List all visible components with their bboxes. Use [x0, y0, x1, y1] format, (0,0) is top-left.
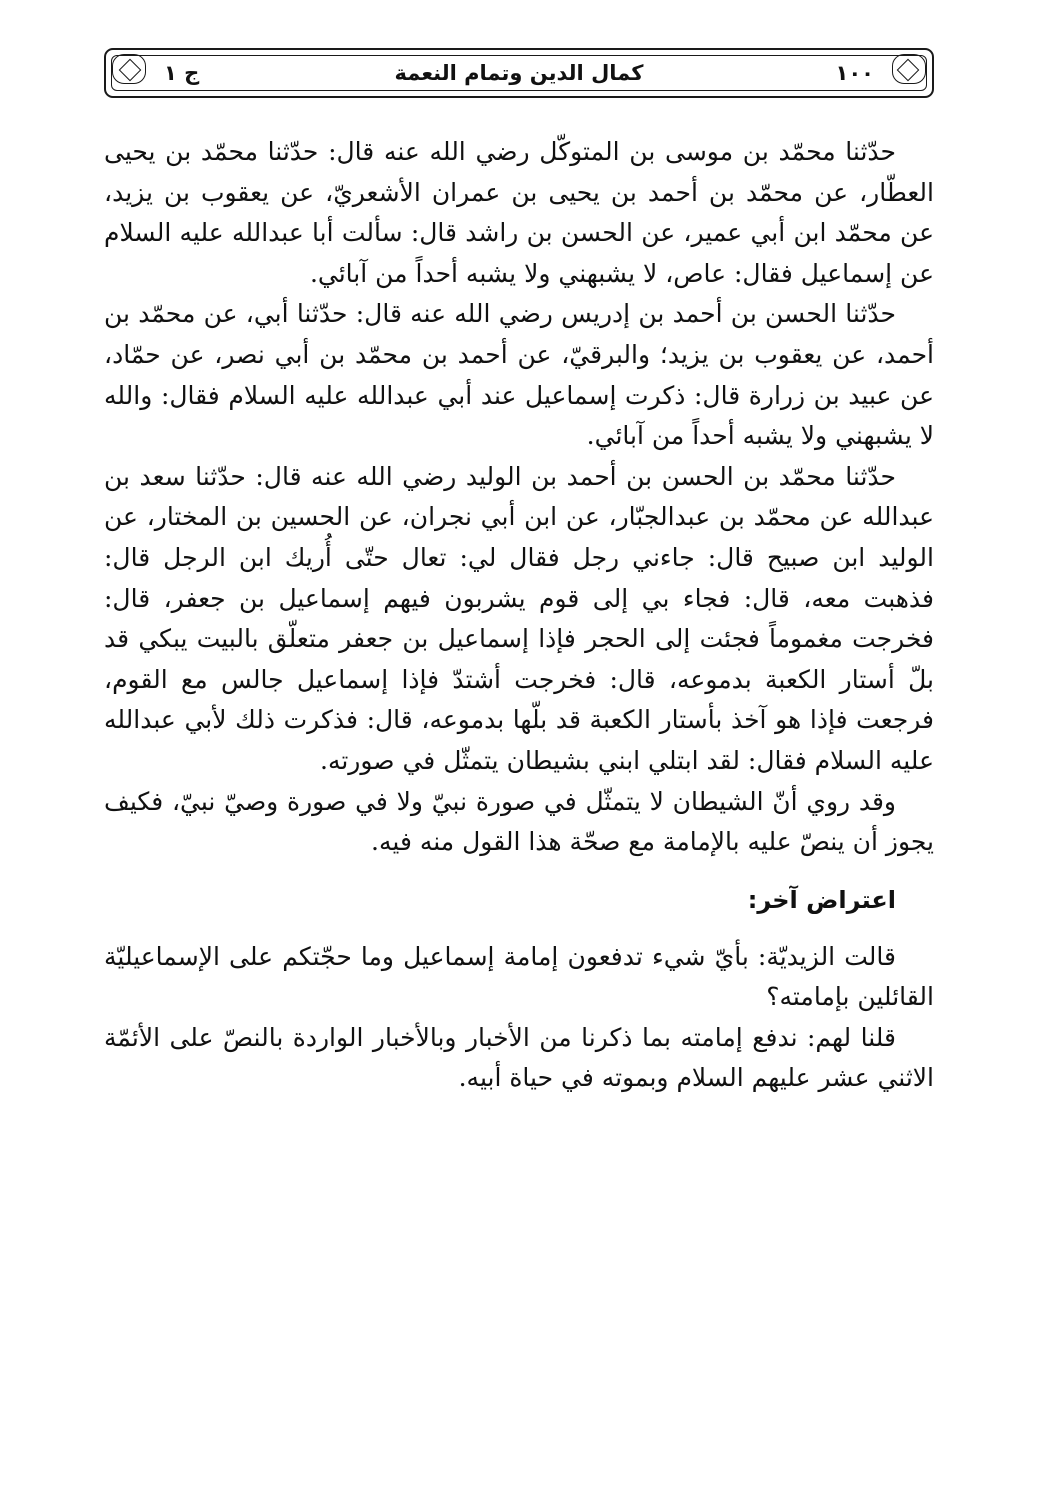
book-title: كمال الدين وتمام النعمة: [394, 61, 644, 85]
section-subheading: اعتراض آخر:: [747, 885, 896, 914]
paragraph: حدّثنا محمّد بن الحسن بن أحمد بن الوليد رضي الله عنه قال: حدّثنا سعد بن عبدالله عن محمّد بن عبدالجبّار، عن ابن أبي نجران، عن الحسين بن المختار، عن الوليد ابن صبيح قال: جاءني رجل فقال لي: تعال حتّى أُريك ابن الرجل قال: فذهبت معه، قال: فجاء بي إلى قوم يشربون فيهم إسماعيل بن جعفر، قال: فخرجت مغموماً فجئت إلى الحجر فإذا إسماعيل بن جعفر متعلّق بالبيت يبكي قد بلّ أستار الكعبة بدموعه، قال: فخرجت أشتدّ فإذا إسماعيل جالس مع القوم، فرجعت فإذا هو آخذ بأستار الكعبة قد بلّها بدموعه، قال: فذكرت ذلك لأبي عبدالله عليه السلام فقال: لقد ابتلي ابني بشيطان يتمثّل في صورته.: [104, 461, 934, 775]
paragraph: وقد روي أنّ الشيطان لا يتمثّل في صورة نبيّ ولا في صورة وصيّ نبيّ، فكيف يجوز أن ينصّ عليه بالإمامة مع صحّة هذا القول منه فيه.: [104, 786, 934, 857]
running-header: [104, 48, 934, 98]
paragraph: حدّثنا الحسن بن أحمد بن إدريس رضي الله عنه قال: حدّثنا أبي، عن محمّد بن أحمد، عن يعقوب بن يزيد؛ والبرقيّ، عن أحمد بن محمّد بن أبي نصر، عن حمّاد، عن عبيد بن زرارة قال: ذكرت إسماعيل عند أبي عبدالله عليه السلام فقال: والله لا يشبهني ولا يشبه أحداً من آبائي.: [104, 299, 934, 451]
page-number: ١٠٠: [835, 61, 874, 85]
paragraph: قلنا لهم: ندفع إمامته بما ذكرنا من الأخبار وبالأخبار الواردة بالنصّ على الأئمّة الاثني عشر عليهم السلام وبموته في حياة أبيه.: [104, 1022, 934, 1093]
page-body: [104, 132, 934, 1099]
paragraph: قالت الزيديّة: بأيّ شيء تدفعون إمامة إسماعيل وما حجّتكم على الإسماعيليّة القائلين بإمامته؟: [104, 941, 934, 1012]
paragraph: حدّثنا محمّد بن موسى بن المتوكّل رضي الله عنه قال: حدّثنا محمّد بن يحيى العطّار، عن محمّد بن أحمد بن يحيى بن عمران الأشعريّ، عن يعقوب بن يزيد، عن محمّد ابن أبي عمير، عن الحسن بن راشد قال: سألت أبا عبدالله عليه السلام عن إسماعيل فقال: عاص، لا يشبهني ولا يشبه أحداً من آبائي.: [104, 137, 934, 288]
volume-number: ج ١: [164, 61, 200, 85]
